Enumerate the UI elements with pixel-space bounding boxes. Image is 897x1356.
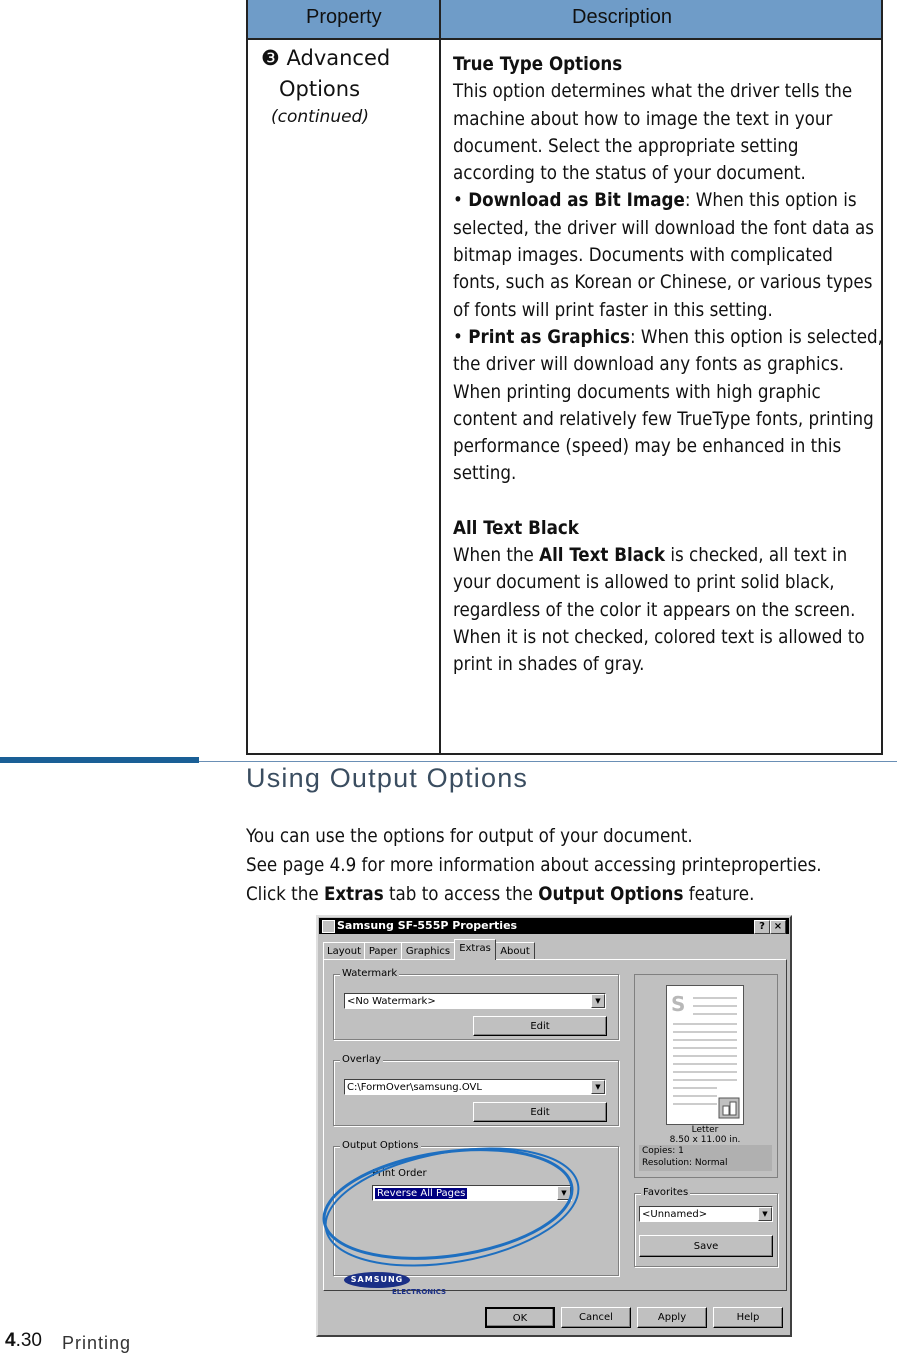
paper-caption — [635, 1125, 775, 1145]
watermark-group — [333, 968, 619, 1040]
tab-layout[interactable]: Layout — [323, 942, 365, 960]
highlight-ellipse — [320, 1136, 600, 1276]
alltextblack-heading: All Text Black — [453, 517, 579, 539]
paper-size: 8.50 x 11.00 in. — [669, 1135, 741, 1145]
property-label-line2: Options — [279, 77, 361, 101]
dialog-title: Samsung SF-555P Properties — [337, 919, 518, 932]
section-body — [246, 822, 896, 909]
column-divider — [439, 0, 441, 753]
watermark-select[interactable] — [344, 993, 606, 1009]
section-line1: You can use the options for output of your document. — [246, 826, 693, 847]
chevron-down-icon[interactable]: ▼ — [591, 994, 605, 1008]
favorites-legend: Favorites — [643, 1187, 689, 1198]
section-line3: Click the Extras tab to access the Output Options feature. — [246, 884, 755, 905]
truetype-heading: True Type Options — [453, 54, 623, 75]
help-icon[interactable]: ? — [754, 920, 770, 934]
overlay-group — [333, 1054, 619, 1126]
section-rule — [199, 761, 897, 762]
chevron-down-icon[interactable]: ▼ — [557, 1186, 571, 1200]
cancel-button[interactable]: Cancel — [561, 1307, 631, 1328]
graphics-text: : When this option is selected, the driver will download any fonts as graphics. When printing documents with high graphic content and relatively few TrueType fonts, printing performance (speed) may be enhanced in this setting. — [453, 326, 883, 485]
extras-panel — [323, 959, 787, 1296]
watermark-edit-button[interactable]: Edit — [473, 1016, 607, 1036]
help-button[interactable]: Help — [713, 1307, 783, 1328]
preview-box — [634, 974, 778, 1178]
property-label-line1: ❸ Advanced — [261, 46, 391, 70]
chevron-down-icon[interactable]: ▼ — [758, 1207, 772, 1221]
dialog-titlebar — [319, 918, 789, 934]
close-icon[interactable]: × — [770, 920, 786, 934]
bitimage-term: Download as Bit Image — [468, 190, 685, 212]
page-lines-graphic — [667, 986, 743, 1124]
page-preview — [666, 985, 744, 1125]
bitimage-text: : When this option is selected, the driver will download the font data as bitmap images. Documents with complicated fonts, such as Korean or Chinese, or various types of fonts will print faster in this setting. — [453, 190, 874, 321]
tab-about[interactable]: About — [495, 942, 535, 960]
tab-extras[interactable]: Extras — [454, 939, 496, 960]
alltextblack-text: When the All Text Black is checked, all text in your document is allowed to print solid black, regardless of the color it appears on the screen. When it is not checked, colored text is allowed to print in shades of gray. — [453, 545, 865, 676]
chevron-down-icon[interactable]: ▼ — [591, 1080, 605, 1094]
samsung-logo: SAMSUNG — [344, 1272, 410, 1288]
watermark-value: <No Watermark> — [347, 996, 436, 1007]
tab-paper[interactable]: Paper — [364, 942, 402, 960]
resolution-text: Resolution: Normal — [642, 1158, 728, 1168]
properties-dialog — [316, 915, 792, 1337]
favorites-select[interactable] — [639, 1206, 773, 1222]
output-options-legend: Output Options — [342, 1140, 419, 1151]
favorites-value: <Unnamed> — [642, 1209, 708, 1220]
page-letter: S — [671, 992, 686, 1016]
copies-text: Copies: 1 — [642, 1146, 684, 1156]
print-order-value: Reverse All Pages — [377, 1188, 466, 1199]
section-line2: See page 4.9 for more information about accessing printeproperties. — [246, 855, 822, 876]
bitimage-item: • Download as Bit Image: When this option is selected, the driver will download the font data as bitmap images. Documents with complicated fonts, such as Korean or Chinese, or various types of fonts will print faster in this setting. — [453, 190, 874, 321]
graphics-item: • Print as Graphics: When this option is selected, the driver will download any fonts as graphics. When printing documents with high graphic content and relatively few TrueType fonts, printing performance (speed) may be enhanced in this setting. — [453, 326, 883, 485]
header-description: Description — [572, 6, 673, 28]
property-cell — [261, 43, 390, 129]
description-cell — [453, 51, 883, 679]
header-property: Property — [306, 6, 382, 28]
apply-button[interactable]: Apply — [637, 1307, 707, 1328]
overlay-select[interactable] — [344, 1079, 606, 1095]
printer-icon — [322, 920, 335, 933]
section-rule-accent — [0, 757, 199, 763]
tab-graphics[interactable]: Graphics — [401, 942, 455, 960]
ok-button[interactable]: OK — [485, 1307, 555, 1328]
overlay-value: C:\FormOver\samsung.OVL — [347, 1082, 482, 1093]
overlay-legend: Overlay — [342, 1054, 381, 1065]
truetype-intro: This option determines what the driver tells the machine about how to image the text in your document. Select the appropriate setting according to the status of your document. — [453, 81, 853, 185]
print-order-label: Print Order — [372, 1168, 427, 1179]
table-header — [248, 0, 881, 40]
overlay-edit-button[interactable]: Edit — [473, 1102, 607, 1122]
paper-name: Letter — [691, 1125, 719, 1135]
settings-summary — [639, 1145, 772, 1171]
favorites-group — [634, 1187, 778, 1267]
watermark-legend: Watermark — [342, 968, 398, 979]
page-number: 4.30 — [5, 1330, 42, 1351]
favorites-save-button[interactable]: Save — [639, 1235, 773, 1257]
options-table — [246, 0, 883, 755]
samsung-electronics: ELECTRONICS — [392, 1288, 447, 1296]
section-title: Using Output Options — [246, 763, 529, 793]
graphics-term: Print as Graphics — [468, 326, 630, 348]
property-continued: (continued) — [271, 107, 369, 127]
chapter-label: Printing — [62, 1333, 132, 1353]
